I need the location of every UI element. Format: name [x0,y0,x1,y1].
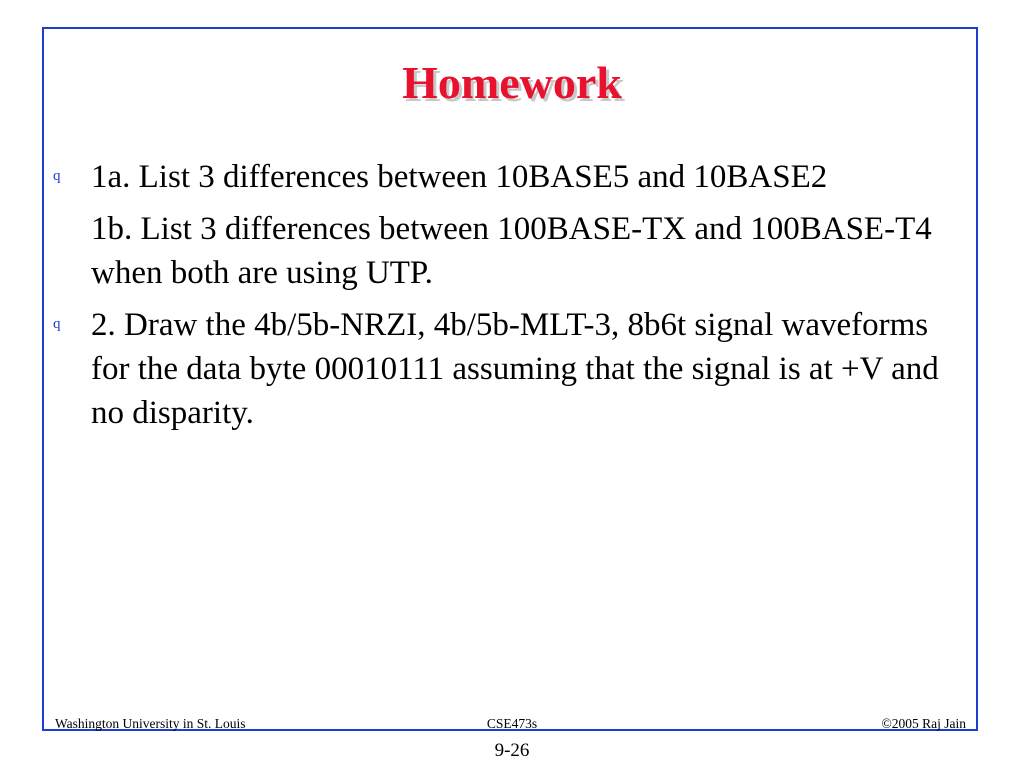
bullet-marker-icon: q [53,168,61,184]
bullet-item-1b [50,207,940,295]
bullet-item-1a [50,155,940,199]
footer-copyright: ©2005 Raj Jain [881,716,966,731]
bullet-text: 1b. List 3 differences between 100BASE-TX and 100BASE-T4 when both are using UTP. [91,211,932,291]
slide-title: Homework [402,57,622,108]
bullet-marker-icon: q [53,316,61,332]
bullet-item-2 [50,303,940,435]
page-number: 9-26 [494,740,530,761]
bullet-list [50,155,940,443]
bullet-text: 2. Draw the 4b/5b-NRZI, 4b/5b-MLT-3, 8b6t signal waveforms for the data byte 00010111 assuming that the signal is at +V and no disparity. [91,307,939,431]
bullet-text: 1a. List 3 differences between 10BASE5 and 10BASE2 [91,159,828,195]
footer-course: CSE473s [486,716,538,731]
footer-institution: Washington University in St. Louis [55,716,246,731]
